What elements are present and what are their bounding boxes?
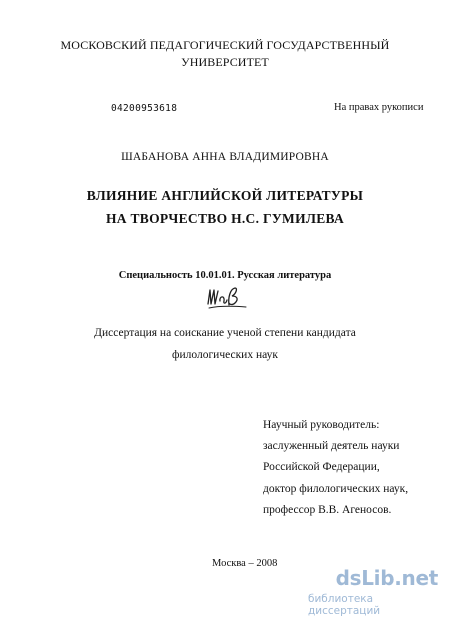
watermark (308, 566, 450, 619)
dissertation-title-line1: ВЛИЯНИЕ АНГЛИЙСКОЙ ЛИТЕРАТУРЫ (86, 188, 364, 203)
supervisor-block (263, 415, 408, 521)
dissertation-degree-line1: Диссертация на соискание ученой степени кандидата (94, 327, 356, 339)
city-year: Москва – 2008 (212, 558, 278, 569)
author-name: ШАБАНОВА АННА ВЛАДИМИРОВНА (121, 151, 329, 163)
university-name-line1: МОСКОВСКИЙ ПЕДАГОГИЧЕСКИЙ ГОСУДАРСТВЕННЫЙ (60, 38, 390, 52)
university-name-line2: УНИВЕРСИТЕТ (181, 55, 269, 69)
dissertation-title-line2: НА ТВОРЧЕСТВО Н.С. ГУМИЛЕВА (105, 211, 345, 226)
signature-icon (206, 285, 248, 311)
watermark-subtitle: библиотека диссертаций (308, 593, 381, 617)
supervisor-line: заслуженный деятель науки (263, 440, 400, 453)
specialty: Специальность 10.01.01. Русская литература (118, 270, 332, 281)
document-code: 04200953618 (111, 103, 178, 114)
supervisor-line: Российской Федерации, (263, 461, 380, 474)
rights-note: На правах рукописи (334, 102, 424, 113)
supervisor-line: доктор филологических наук, (263, 482, 409, 495)
dissertation-degree-line2: филологических наук (172, 349, 278, 361)
supervisor-line: Научный руководитель: (263, 419, 380, 431)
supervisor-line: профессор В.В. Агеносов. (263, 503, 392, 516)
watermark-logo: dsLib.net (335, 566, 438, 590)
